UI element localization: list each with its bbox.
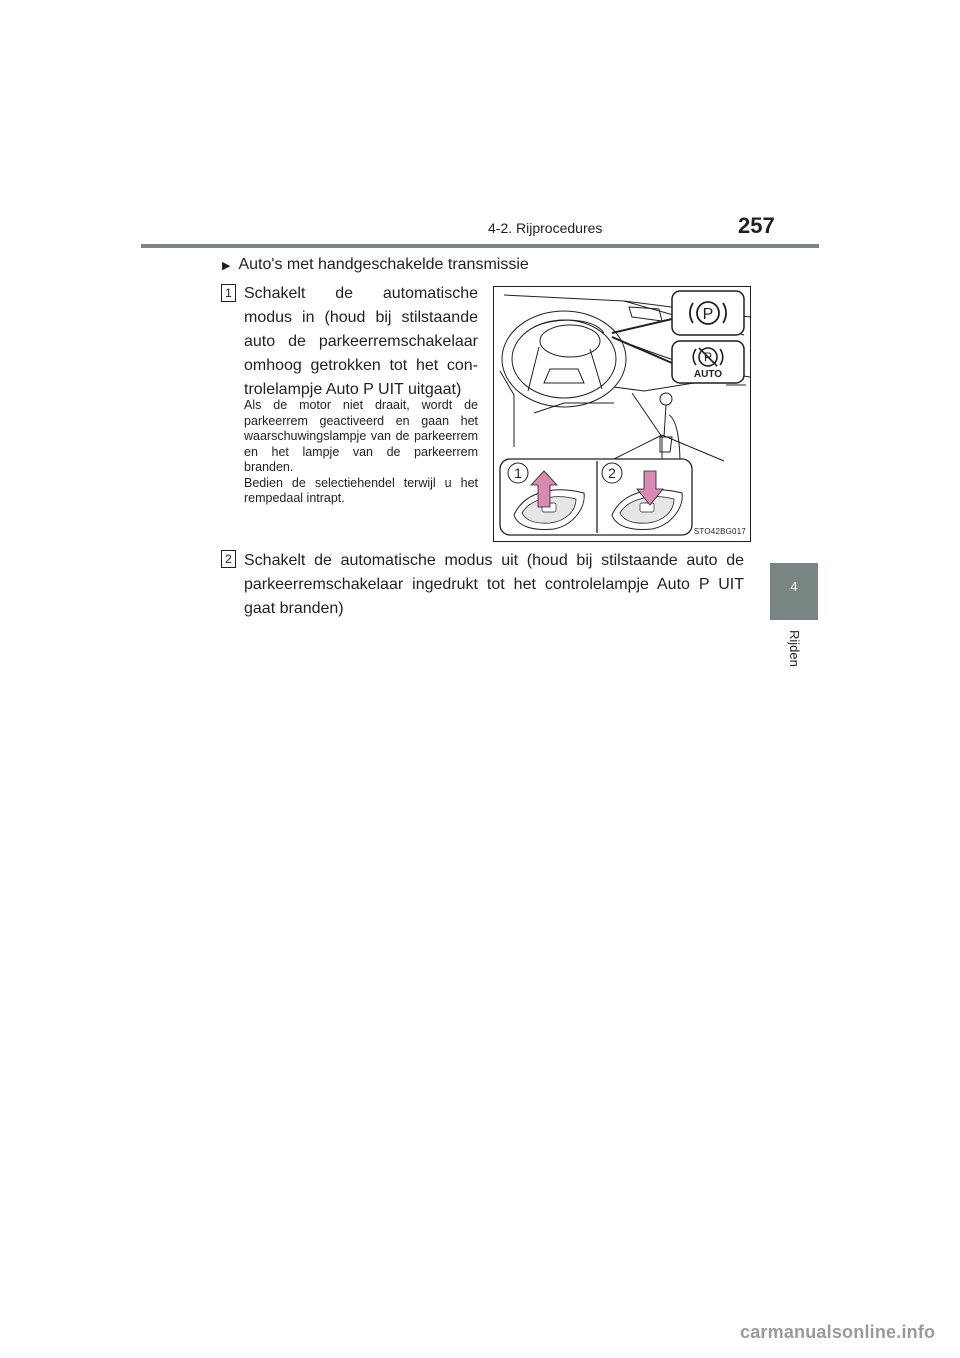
svg-text:2: 2 bbox=[608, 465, 616, 481]
callout-2 bbox=[602, 463, 622, 483]
page-number: 257 bbox=[738, 213, 775, 238]
step-1-text: Schakelt de automatische modus in (houd bij stilstaande auto de parkeerremschakelaar omhoog getrokken tot het con-trolelampje Auto P UIT uitgaat) bbox=[244, 285, 478, 398]
step-2-text: Schakelt de automatische modus uit (houd bij stilstaande auto de parkeerremschakelaar ingedrukt tot het controlelampje Auto P UIT gaat branden) bbox=[244, 552, 744, 617]
subheading-text: Auto's met handgeschakelde transmissie bbox=[238, 256, 529, 273]
figure-code: STO42BG017 bbox=[693, 527, 746, 536]
chapter-tab-label: Rijden bbox=[787, 630, 802, 667]
parking-brake-figure bbox=[493, 286, 751, 542]
svg-text:1: 1 bbox=[514, 465, 522, 481]
triangle-bullet-icon: ▶ bbox=[222, 260, 231, 272]
auto-p-off-indicator-icon bbox=[672, 341, 744, 383]
step-2-number: 2 bbox=[221, 550, 236, 568]
parking-brake-indicator-icon bbox=[672, 291, 744, 335]
chapter-tab-number: 4 bbox=[790, 579, 798, 594]
step-1-number: 1 bbox=[221, 284, 236, 302]
svg-text:P: P bbox=[702, 306, 714, 323]
svg-text:AUTO: AUTO bbox=[693, 369, 723, 380]
step-1-note: Als de motor niet draait, wordt de parkeerrem geactiveerd en gaan het waarschuwingslampje van de parkeerrem en het lampje van de parkeerrem branden. Bedien de selectiehendel terwijl u het rempedaal intrapt. bbox=[244, 398, 478, 505]
callout-1 bbox=[508, 463, 528, 483]
header-section-title: 4-2. Rijprocedures bbox=[488, 220, 603, 236]
cockpit-illustration bbox=[494, 287, 750, 541]
svg-text:P: P bbox=[703, 350, 713, 364]
header-rule bbox=[141, 244, 819, 248]
subheading bbox=[222, 256, 529, 274]
switch-detail-panel bbox=[500, 459, 692, 535]
watermark: carmanualsonline.info bbox=[740, 1322, 936, 1342]
